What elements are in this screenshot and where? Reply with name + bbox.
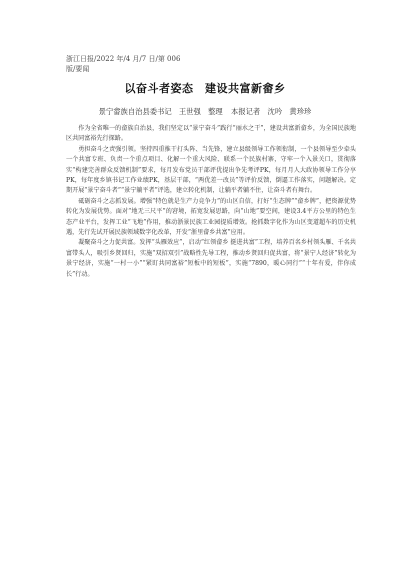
source-line-1: 浙江日报/2022 年/4 月/7 日/第 006 bbox=[66, 55, 181, 63]
paragraph: 勇担奋斗之责强引领。坚持四重推干打头阵、当先锋，建立县级领导工作领衔制，一个县领导至少牵头一个共富专班、负责一个重点项目、化解一个重大风险、联系一个民族村寨，守牢一个入景关口，贯彻落实“构建完善群众反馈机制”要求，每月发布党员干部评优提出争先考评PK，每月月人大政协领导工作分享PK，每年度乡镇书记工作业绩PK，基层干部，“两优差一改员”等评价反馈，倒逼工作落实，问题解决。定期开展“景宁奋斗者”“景宁躺平者”评选，建立转化机制，让躺平者躺不住，让奋斗者有舞台。 bbox=[66, 145, 356, 195]
source-info bbox=[66, 54, 180, 74]
paragraph: 作为全省唯一的畲族自治县，我们坚定以“景宁奋斗”践行“丽水之干”，建设共富新畲乡，为全国民族地区共同富裕先行探路。 bbox=[66, 125, 356, 143]
byline-author-1: 景宁畲族自治县委书记 王世强 整理 bbox=[98, 107, 223, 116]
source-line-2: 版/要闻 bbox=[66, 65, 90, 73]
paragraph: 砥砺奋斗之志抓发展。增强“特色就是生产力竞争力”的山区自信，打好“生态牌”“畲乡牌”，把资源优势转化为发展优势。面对“地无三尺平”的窘境，拓宽发展思路，向“山地”要空间，建设3.4平方公里的特色生态产业平台，发挥工业“飞地”作用，推动浙景民族工业园提质增效。抢抓数字化作为山区变道超车的历史机遇，先行先试开展民族领域数字化改革，开发“浙里畲乡共富”应用。 bbox=[66, 197, 356, 237]
paragraph: 凝聚奋斗之力促共富。发挥“头雁效应”，启动“红领畲乡 挺进共富”工程，培养百名乡村领头雁、千名共富带头人，吸引乡贤回归，实施“双招双引”战略性先导工程，推动乡贤回归促共富，将“景宁人经济”转化为景宁经济，实施“一村一小”“紧盯共同富裕”短板中的短板”，实施“7890，暖心同行”“十年有爱，伴你成长”行动。 bbox=[66, 239, 356, 278]
article-body bbox=[66, 124, 356, 280]
byline-author-2: 本报记者 沈吟 黄珍珍 bbox=[231, 107, 312, 116]
byline bbox=[0, 107, 410, 117]
article-title: 以奋斗者姿态 建设共富新畲乡 bbox=[124, 82, 286, 95]
